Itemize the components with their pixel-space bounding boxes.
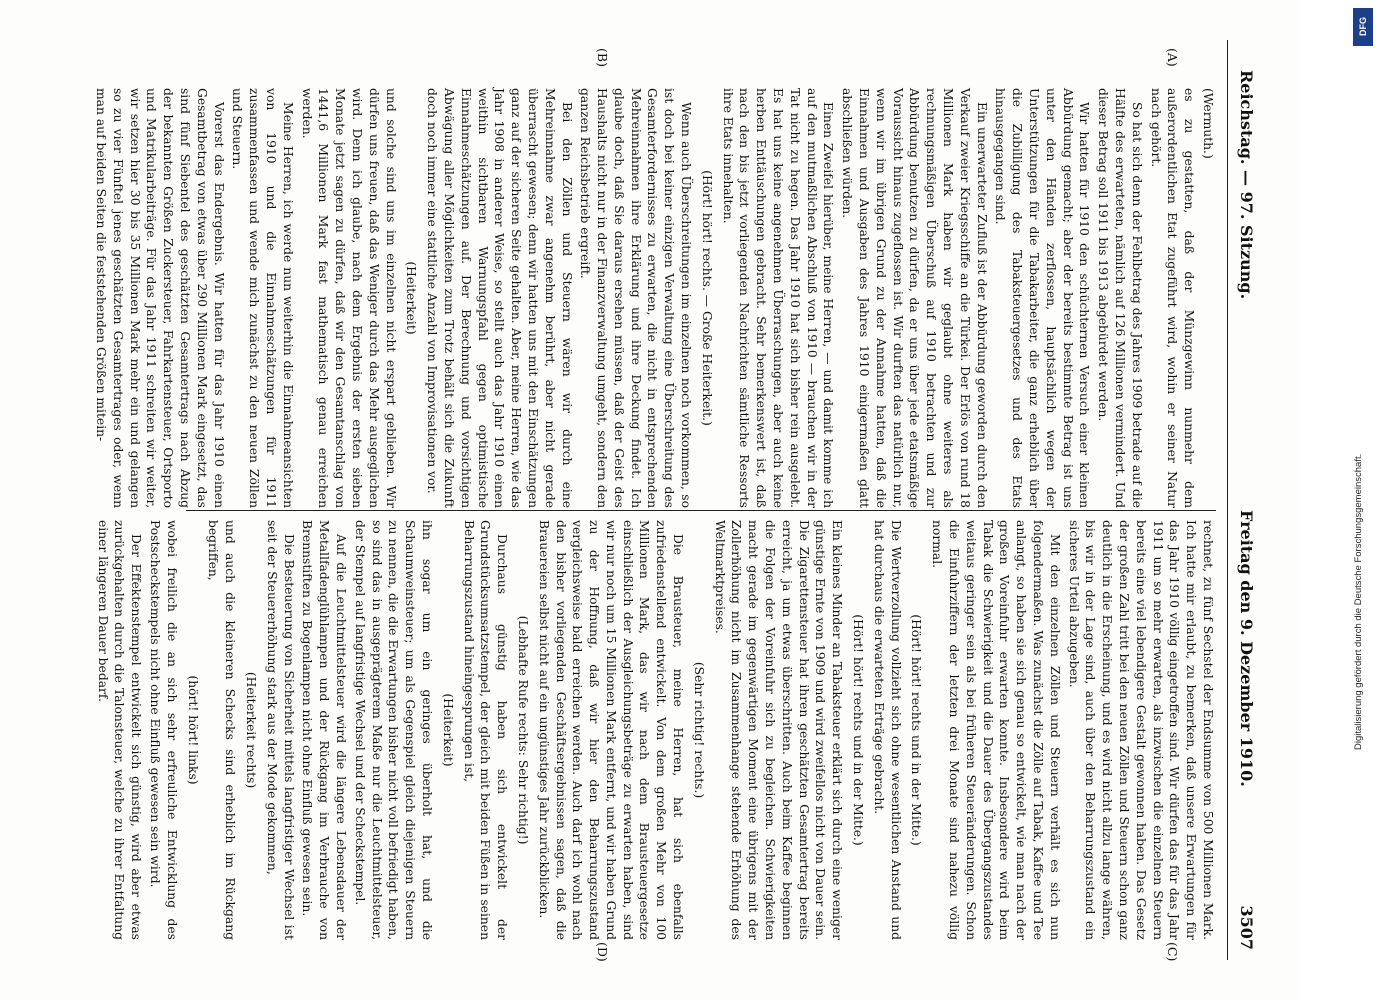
right-column-paragraph: (Heiterkeit rechts) — [243, 671, 258, 789]
left-column-paragraph: Meine Herren, ich werde nun weiterhin die Einnahmeansichten von 1910 und die Einnahmeschätzungen für 1911 zusammenfassen und wende mich zunächst zu den neuen Zöllen und Steuern. — [230, 88, 295, 508]
right-column-paragraph: wobei freilich die an sich sehr erfreuliche Entwicklung des Postscheckstempels nicht ohne Einfluß gewesen sein wird. — [147, 520, 179, 940]
right-column-paragraph: Die Brausteuer, meine Herren, hat sich ebenfalls zufriedenstellend entwickelt. Von dem großen Mehr von 100 Millionen Mark, das wir nach dem Brausteuergesetze einschließlich der Ausgleichungsbeträge zu erwarten haben, sind wir nur noch um 15 Millionen Mark entfernt, und wir haben Grund zu der Hoffnung, daß wir hier den Beharrungszustand vergleichsweise bald erreichen werden. Auch darf ich wohl nach den bisher vorliegenden Geschäftsergebnissen sagen, daß die Brauereien selbst nicht auf ein ungünstiges Jahr zurückblicken. — [536, 520, 686, 940]
left-column-paragraph: So hat sich denn der Fehlbetrag des Jahres 1909 betrade auf die Hälfte des erwarteten, nämlich auf 126 Millionen vermindert. Und dieser Betrag soll 1911 bis 1913 abgebürdet werden. — [1096, 88, 1144, 508]
header-page-number: 3507 — [1237, 905, 1256, 950]
right-column-paragraph: Mit den einzelnen Zöllen und Steuern verhält es sich nun folgendermaßen. Was zunächst die Zölle auf Tabak, Kaffee und Tee anlangt, so haben sie sich genau so entwickelt, wie man nach der großen Voreinfuhr erwarten konnte. Insbesondere wird beim Tabak die Schwierigkeit und die Dauer des Übergangszustandes weitaus geringer sein als bei früheren Steueränderungen. Schon die Einfuhrziffern der letzten drei Monate sind nahezu völlig normal. — [930, 520, 1062, 940]
right-column-paragraph: Auf die Leuchtmittelsteuer wird die längere Lebensdauer der Metallfadenglühlampen und der Rückgang im Verbrauche von Brennstiften zu Bogenlampen nicht ohne Einfluß gewesen sein. — [300, 520, 348, 940]
left-column-paragraph: Einen Zweifel hierüber, meine Herren, — und damit komme ich auf den mutmaßlichen Abschluß von 1910 — brauchen wir in der Tat nicht zu hegen. Das Jahr 1910 hat sich bisher rein ausgelebt. Es hat uns keine angenehmen Überraschungen, aber auch keine herben Enttäuschungen gebracht. Sehr bemerkenswert ist, daß nach den bis jetzt vorliegenden Nachrichten sämtliche Ressorts ihre Etats innehalten. — [720, 88, 836, 508]
right-column-paragraph: Der Effektenstempel entwickelt sich günstig, wird aber etwas zurückgehalten durch die Talonsteuer, welche zu ihrer Entfaltung einer längeren Dauer bedarf. — [95, 520, 144, 940]
digitization-credit: Digitalisierung gefördert durch die Deutsche Forschungsgemeinschaft. — [1353, 453, 1364, 750]
right-column-paragraph: (Heiterkeit) — [440, 693, 455, 767]
left-column-paragraph: Vorerst das Endergebnis. Wir hatten für das Jahr 1910 einen Gesamtbetrag von etwas über 290 Millionen Mark eingesetzt, das sind fünf Siebentel des geschätzten Gesamtertrags nach Abzug der bekannten Größen Zuckersteuer, Fahrkartensteuer, Ortsporto und Matrikularbeiträge. Für das Jahr 1911 schreiten wir weiter, wir setzen hier 30 bis 35 Millionen Mark mehr ein und gelangen so zu vier Fünftel jenes geschätzten Gesamtertrages oder, wenn man auf beiden Seiten die feststehenden Größen mitein- — [94, 88, 226, 508]
margin-marker-c: (C) — [1165, 942, 1180, 962]
margin-marker-d: (D) — [595, 942, 610, 962]
right-column-paragraph: Ein kleines Minder an Tabaksteuer erklärt sich durch eine weniger günstige Ernte von 1909 und wird zweifellos nicht von Dauer sein. Die Zigarettensteuer hat ihren geschätzten Gesamtertrag bereits erreicht, ja um etwas überschritten. Auch beim Kaffee beginnen die Folgen der Voreinfuhr sich zu begleichen. Schwierigkeiten macht gerade im gegenwärtigen Moment eine übrigens mit der Zollerhöhung nicht im Zusammenhange stehende Erhöhung des Weltmarktpreises. — [712, 520, 845, 940]
right-column-paragraph: Die Besteuerung von Sicherheit mittels langfristiger Wechsel ist seit der Steuererhöhung stark aus der Mode gekommen, — [264, 520, 296, 940]
right-column-paragraph: (Sehr richtig! rechts.) — [691, 661, 706, 799]
column-divider — [186, 510, 1216, 511]
right-column-paragraph: und auch die kleineren Schecks sind erheblich im Rückgang begriffen, — [206, 520, 238, 940]
left-column-paragraph: Wir hatten für 1910 den schüchternen Versuch einer kleinen Abbürdung gemacht; aber der bereits bestimmte Betrag ist uns unter den Händen zerflossen, hauptsächlich wegen der Unterstützungen für die Tabakarbeiter, die ganz erheblich über die Zubilligung des Tabaksteuergesetzes und des Etats hinausgegangen sind. — [993, 88, 1092, 508]
left-column-paragraph: (Wermuth.) — [1201, 88, 1215, 159]
left-column-paragraph: (Hört! hört! rechts. — Große Heiterkeit.) — [699, 170, 714, 426]
left-column-paragraph: Bei den Zöllen und Steuern wären wir durch eine Mehreinnahme zwar angenehm berührt, aber nicht gerade überrascht gewesen; denn wir hatten uns mit den Einschätzungen ganz auf der sicheren Seite gehalten. Aber, meine Herren, wie das Jahr 1908 in anderer Weise, so stellt auch das Jahr 1910 einen weithin sichtbaren Warnungspfahl gegen optimistische Einnahmeschätzungen auf. Der Berechnung und vorsichtigen Abwägung aller Möglichkeiten zum Trotz behält sich die Zukunft doch noch immer eine stattliche Anzahl von Improvisationen vor. — [425, 88, 574, 508]
right-column-paragraph: (hört! hört! links) — [185, 675, 200, 785]
left-column — [90, 88, 1216, 508]
left-column-paragraph: und solche sind uns im einzelnen nicht erspart geblieben. Wir dürfen uns freuen, daß das Weniger durch das Mehr ausgeglichen wird. Denn ich glaube, nach dem Ergebnis der ersten sieben Monate jetzt sagen zu dürfen, daß wir den Gesamtanschlag von 1441,6 Millionen Mark fast mathematisch genau erreichen werden. — [299, 88, 398, 508]
page-header — [1232, 40, 1256, 960]
left-column-paragraph: Ein unerwarteter Zufluß ist der Abbürdung geworden durch den Verkauf zweier Kriegsschiffe an die Türkei. Der Erlös von rund 18 Millionen Mark haben wir geglaubt ohne weiteres als rechnungsmäßigen Überschuß auf 1910 betrachten und zur Abbürdung benutzen zu dürfen, da er uns über jede etatsmäßige Voraussicht hinaus zugeflossen ist. Wir durften das natürlich nur, wenn wir im übrigen Grund zu der Annahme hatten, daß die Einnahmen und Ausgaben des Jahres 1910 einigermaßen glatt abschließen würden. — [840, 88, 989, 508]
right-column-paragraph: Durchaus günstig haben sich entwickelt der Grundstücksumsatzstempel, der gleich mit beiden Füßen in seinen Beharrungszustand hineingesprungen ist, — [461, 520, 510, 940]
right-column-paragraph: (Lebhafte Rufe rechts: Sehr richtig!) — [515, 615, 530, 845]
left-column-paragraph: Wenn auch Überschreitungen im einzelnen noch vorkommen, so ist doch bei keiner einzigen Verwaltung eine Überschreitung des Gesamterfordernisses zu erwarten, die nicht in entsprechenden Mehreinnahmen ihre Erklärung und ihre Deckung findet. Ich glaube doch, daß Sie daraus ersehen müssen, daß der Geist des Haushalts nicht nur in der Finanzverwaltung umgeht, sondern den ganzen Reichsbetrieb ergreift. — [578, 88, 694, 508]
right-column-paragraph: ihn sogar um ein geringes überholt hat, und die Schaumweinsteuer; um als Gegenspiel gleich diejenigen Steuern zu nennen, die die Erwartungen bisher nicht voll befriedigt haben, so sind das in ausgeprägterem Maße nur die Leuchtmittelsteuer, der Stempel auf langfristige Wechsel und der Scheckstempel. — [352, 520, 434, 940]
right-column-paragraph: (Hört! hört! rechts und in der Mitte.) — [909, 614, 924, 846]
margin-marker-b: (B) — [595, 48, 610, 67]
margin-marker-a: (A) — [1165, 48, 1180, 67]
right-column-paragraph: Die Wertverzollung vollzieht sich ohne wesentlichen Anstand und hat durchaus die erwarteten Erträge gebracht. — [871, 520, 903, 940]
dfg-logo: DFG — [1353, 8, 1373, 46]
header-date: Freitag den 9. Dezember 1910. — [1237, 510, 1256, 787]
header-session: Reichstag. — 97. Sitzung. — [1237, 70, 1256, 300]
left-column-paragraph: es zu gestatten, daß der Münzgewinn nunmehr dem außerordentlichen Etat zugeführt wird, wohin er seiner Natur nach gehört. — [1148, 88, 1197, 508]
left-column-paragraph: (Heiterkeit) — [404, 261, 419, 335]
right-column-paragraph: rechnet, zu fünf Sechstel der Endsumme von 500 Millionen Mark. Ich hatte mir erlaubt, zu bemerken, daß unsere Erwartungen für das Jahr 1910 völlig eingetroffen sind. Wir dürfen das für das Jahr 1911 um so mehr erwarten, als inzwischen die einzelnen Steuern bereits eine viel lebendigere Gestalt gewonnen haben. Das Gesetz der großen Zahl tritt bei den neuen Zöllen und Steuern schon ganz deutlich in die Erscheinung, und es wird nicht allzu lange währen, bis wir in der Lage sind, auch über den Beharrungszustand ein sicheres Urteil abzugeben. — [1066, 520, 1215, 940]
right-column-paragraph: (Hört! hört! rechts und in der Mitte.) — [851, 614, 866, 846]
header-rule — [1227, 40, 1228, 960]
digitization-sidebar — [1343, 0, 1383, 1000]
right-column — [92, 520, 1216, 940]
